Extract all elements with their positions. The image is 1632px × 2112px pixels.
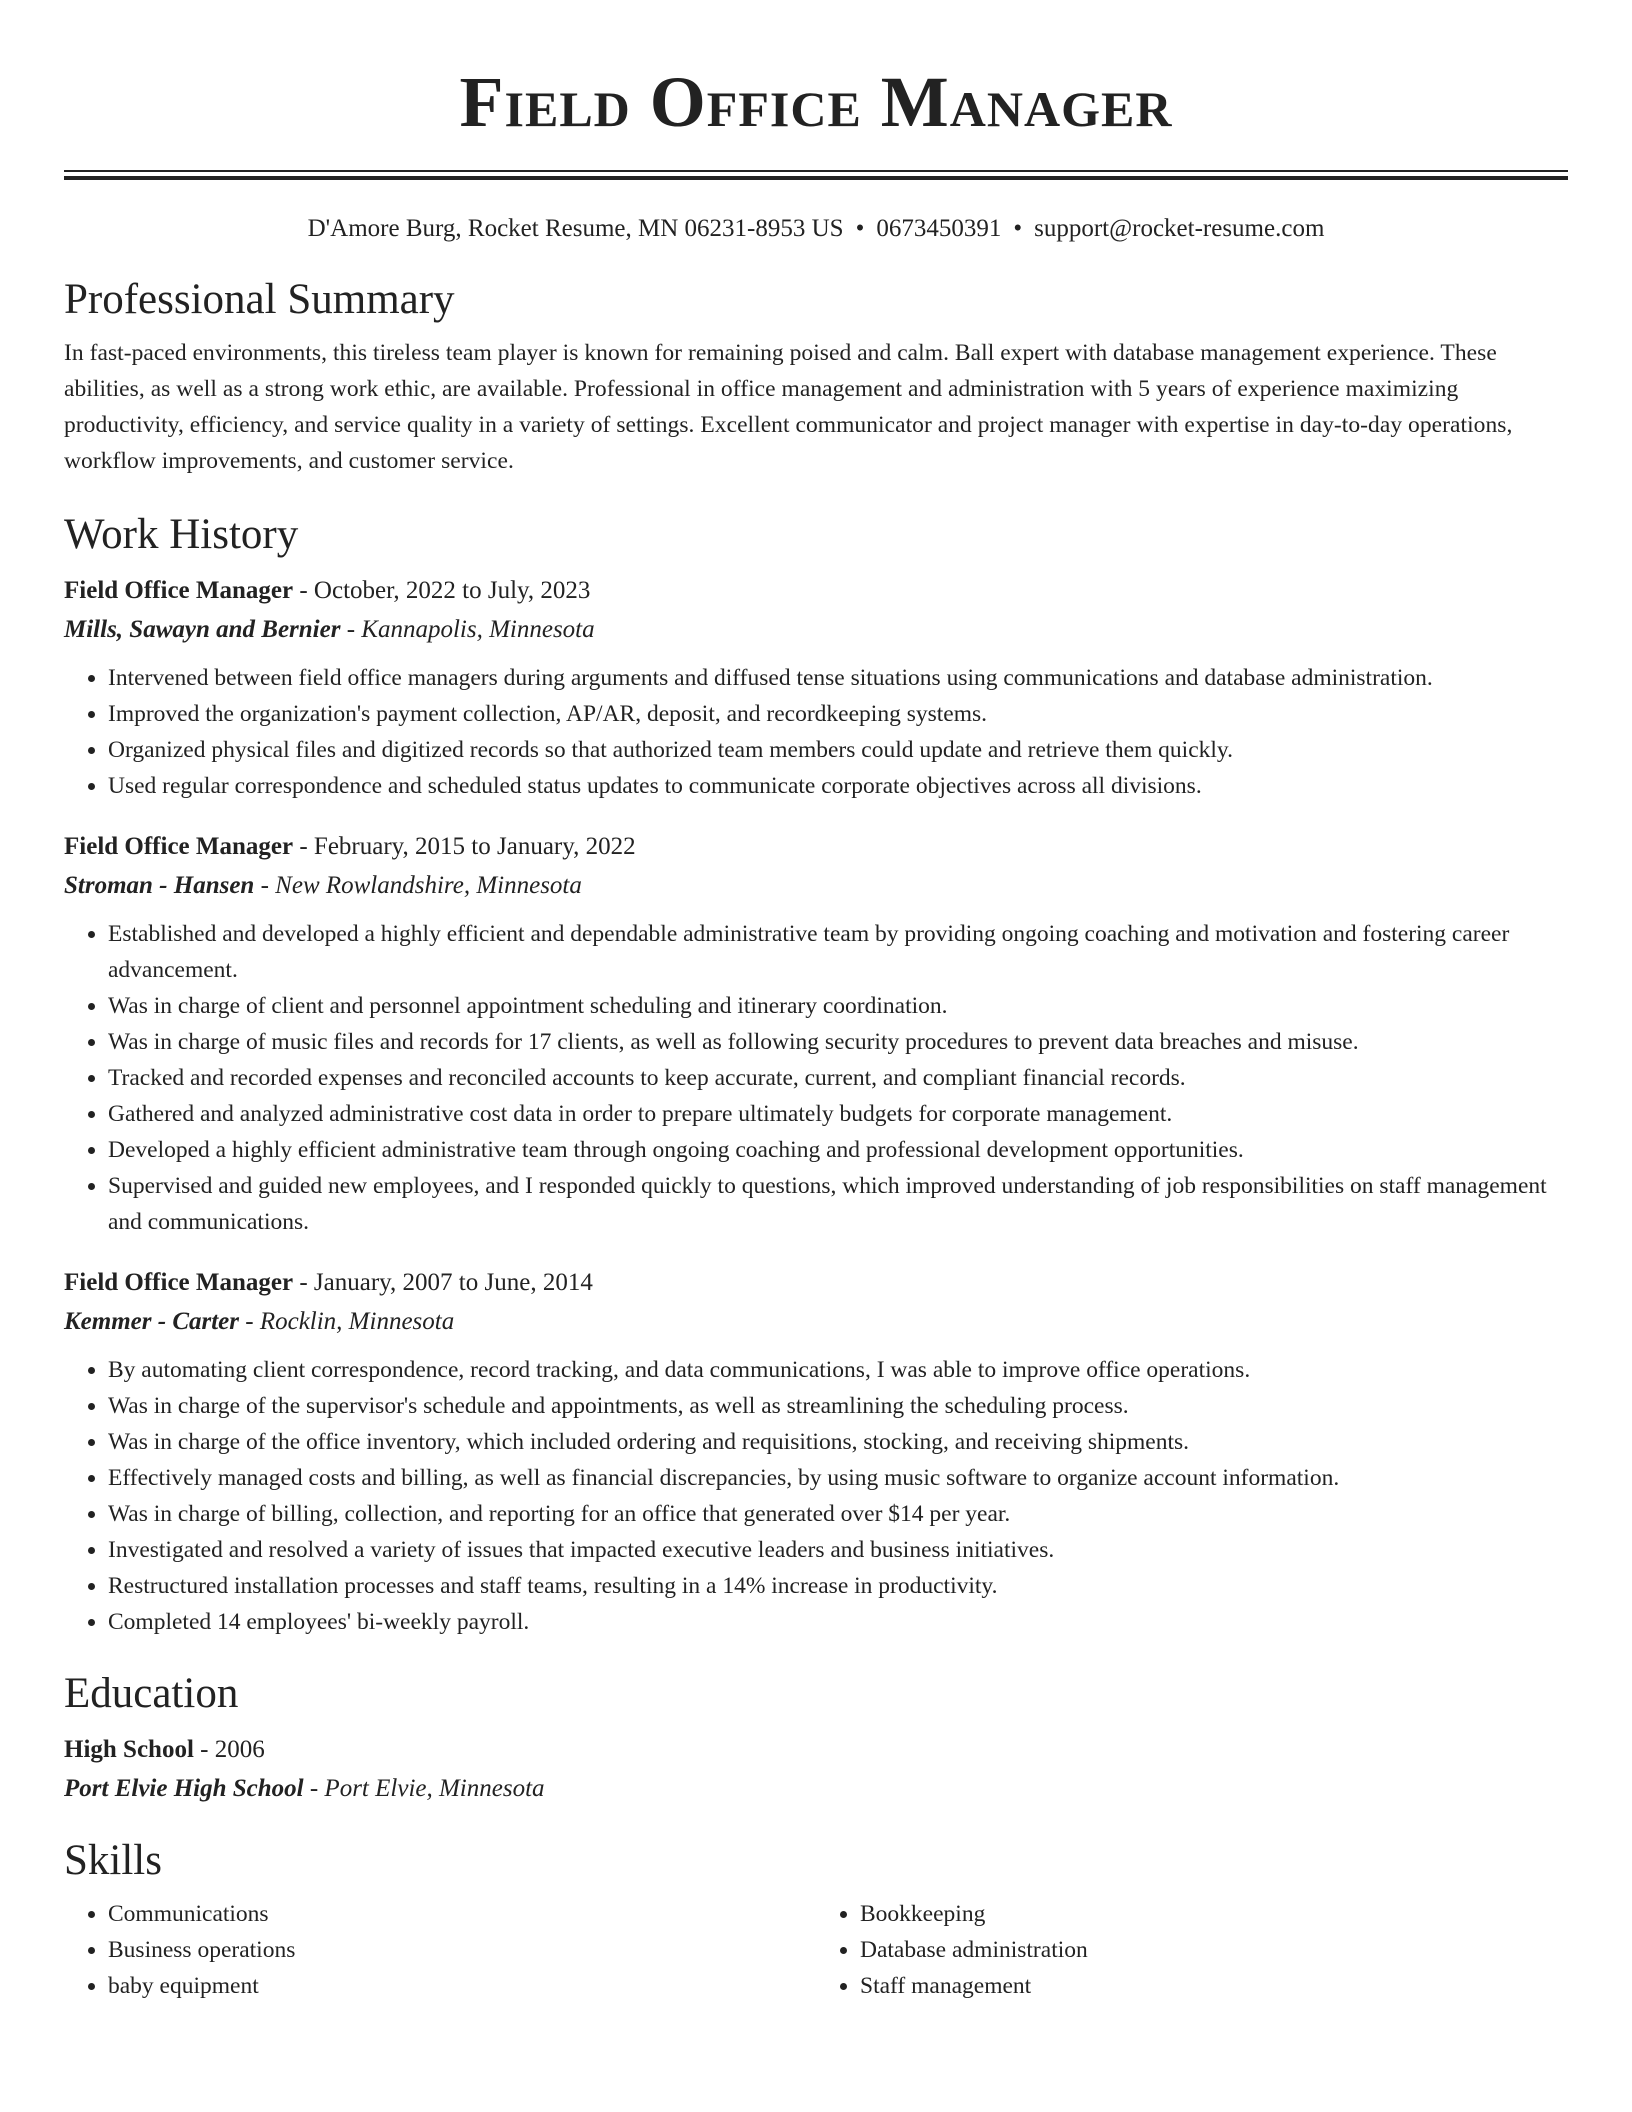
- skills-list-right: [816, 1896, 1568, 2004]
- summary-heading: Professional Summary: [64, 276, 455, 323]
- job-dates: - February, 2015 to January, 2022: [299, 833, 636, 860]
- job-company-line: [64, 610, 1568, 650]
- job-company-line: [64, 866, 1568, 906]
- job-bullet: • Organized physical files and digitized records so that authorized team members could update and retrieve them quickly.: [108, 732, 1568, 768]
- skill-item: • Database administration: [860, 1932, 1568, 1968]
- job-entry: [64, 572, 1568, 804]
- contact-separator: •: [855, 215, 865, 242]
- job-title-line: [64, 572, 1568, 610]
- contact-separator: •: [1013, 215, 1023, 242]
- job-title: Field Office Manager: [64, 833, 294, 860]
- work-history-heading: Work History: [64, 511, 299, 558]
- job-company-line: [64, 1302, 1568, 1342]
- job-bullet: • Gathered and analyzed administrative cost data in order to prepare ultimately budgets for corporate management.: [108, 1096, 1568, 1132]
- contact-phone: 0673450391: [876, 215, 1002, 242]
- job-location: - Kannapolis, Minnesota: [346, 616, 595, 643]
- education-location: - Port Elvie, Minnesota: [309, 1775, 545, 1802]
- job-bullet: • Intervened between field office managers during arguments and diffused tense situations using communications and database administration.: [108, 660, 1568, 696]
- job-dates: - October, 2022 to July, 2023: [299, 577, 591, 604]
- job-bullet: • By automating client correspondence, record tracking, and data communications, I was able to improve office operations.: [108, 1352, 1568, 1388]
- job-location: - Rocklin, Minnesota: [245, 1308, 455, 1335]
- job-bullet: • Investigated and resolved a variety of issues that impacted executive leaders and business initiatives.: [108, 1532, 1568, 1568]
- contact-address: D'Amore Burg, Rocket Resume, MN 06231-8953 US: [307, 215, 844, 242]
- job-bullet: • Tracked and recorded expenses and reconciled accounts to keep accurate, current, and compliant financial records.: [108, 1060, 1568, 1096]
- job-bullet: • Restructured installation processes and staff teams, resulting in a 14% increase in productivity.: [108, 1568, 1568, 1604]
- job-bullet: • Developed a highly efficient administrative team through ongoing coaching and professional development opportunities.: [108, 1132, 1568, 1168]
- job-bullet: • Was in charge of music files and records for 17 clients, as well as following security procedures to prevent data breaches and misuse.: [108, 1024, 1568, 1060]
- skill-item: • Business operations: [108, 1932, 816, 1968]
- job-title-line: [64, 828, 1568, 866]
- job-title: Field Office Manager: [64, 577, 294, 604]
- education-entry: [64, 1731, 1568, 1809]
- job-company: Kemmer - Carter: [64, 1308, 239, 1335]
- job-bullet: • Established and developed a highly efficient and dependable administrative team by providing ongoing coaching and motivation and fostering career advancement.: [108, 916, 1568, 988]
- skills-columns: [64, 1896, 1568, 2004]
- job-title-line: [64, 1264, 1568, 1302]
- skill-item: • Bookkeeping: [860, 1896, 1568, 1932]
- job-company: Stroman - Hansen: [64, 872, 255, 899]
- job-bullet: • Used regular correspondence and scheduled status updates to communicate corporate objectives across all divisions.: [108, 768, 1568, 804]
- education-degree-line: [64, 1731, 1568, 1769]
- job-entry: [64, 828, 1568, 1240]
- education-heading: Education: [64, 1670, 239, 1717]
- job-title: Field Office Manager: [64, 1269, 294, 1296]
- education-year: - 2006: [200, 1736, 265, 1763]
- education-degree: High School: [64, 1736, 194, 1763]
- job-company: Mills, Sawayn and Bernier: [64, 616, 341, 643]
- skill-item: • Communications: [108, 1896, 816, 1932]
- job-bullet: • Improved the organization's payment collection, AP/AR, deposit, and recordkeeping systems.: [108, 696, 1568, 732]
- job-bullet: • Was in charge of the office inventory, which included ordering and requisitions, stocking, and receiving shipments.: [108, 1424, 1568, 1460]
- job-bullet-list: [64, 660, 1568, 804]
- resume-name: Field Office Manager: [459, 62, 1173, 142]
- job-bullet: • Effectively managed costs and billing, as well as financial discrepancies, by using music software to organize account information.: [108, 1460, 1568, 1496]
- skills-heading: Skills: [64, 1837, 162, 1884]
- skills-list-left: [64, 1896, 816, 2004]
- skill-item: • Staff management: [860, 1968, 1568, 2004]
- job-bullet: • Was in charge of billing, collection, and reporting for an office that generated over $14 per year.: [108, 1496, 1568, 1532]
- skill-item: • baby equipment: [108, 1968, 816, 2004]
- contact-line: [64, 214, 1568, 244]
- job-entry: [64, 1264, 1568, 1640]
- education-school: Port Elvie High School: [64, 1775, 304, 1802]
- job-dates: - January, 2007 to June, 2014: [299, 1269, 593, 1296]
- contact-email: support@rocket-resume.com: [1034, 215, 1325, 242]
- job-bullet: • Was in charge of the supervisor's schedule and appointments, as well as streamlining the scheduling process.: [108, 1388, 1568, 1424]
- job-bullet: • Was in charge of client and personnel appointment scheduling and itinerary coordination.: [108, 988, 1568, 1024]
- summary-text: In fast-paced environments, this tireless team player is known for remaining poised and calm. Ball expert with database management experience. These abilities, as well as a strong work ethic, are available. Professional in office management and administration with 5 years of experience maximizing productivity, efficiency, and service quality in a variety of settings. Excellent communicator and project manager with expertise in day-to-day operations, workflow improvements, and customer service.: [64, 340, 1513, 474]
- job-location: - New Rowlandshire, Minnesota: [260, 872, 582, 899]
- job-bullet: • Completed 14 employees' bi-weekly payroll.: [108, 1604, 1568, 1640]
- job-bullet: • Supervised and guided new employees, and I responded quickly to questions, which improved understanding of job responsibilities on staff management and communications.: [108, 1168, 1568, 1240]
- education-school-line: [64, 1769, 1568, 1809]
- job-list: [64, 572, 1568, 1640]
- job-bullet-list: [64, 1352, 1568, 1640]
- job-bullet-list: [64, 916, 1568, 1240]
- header-divider: [64, 170, 1568, 180]
